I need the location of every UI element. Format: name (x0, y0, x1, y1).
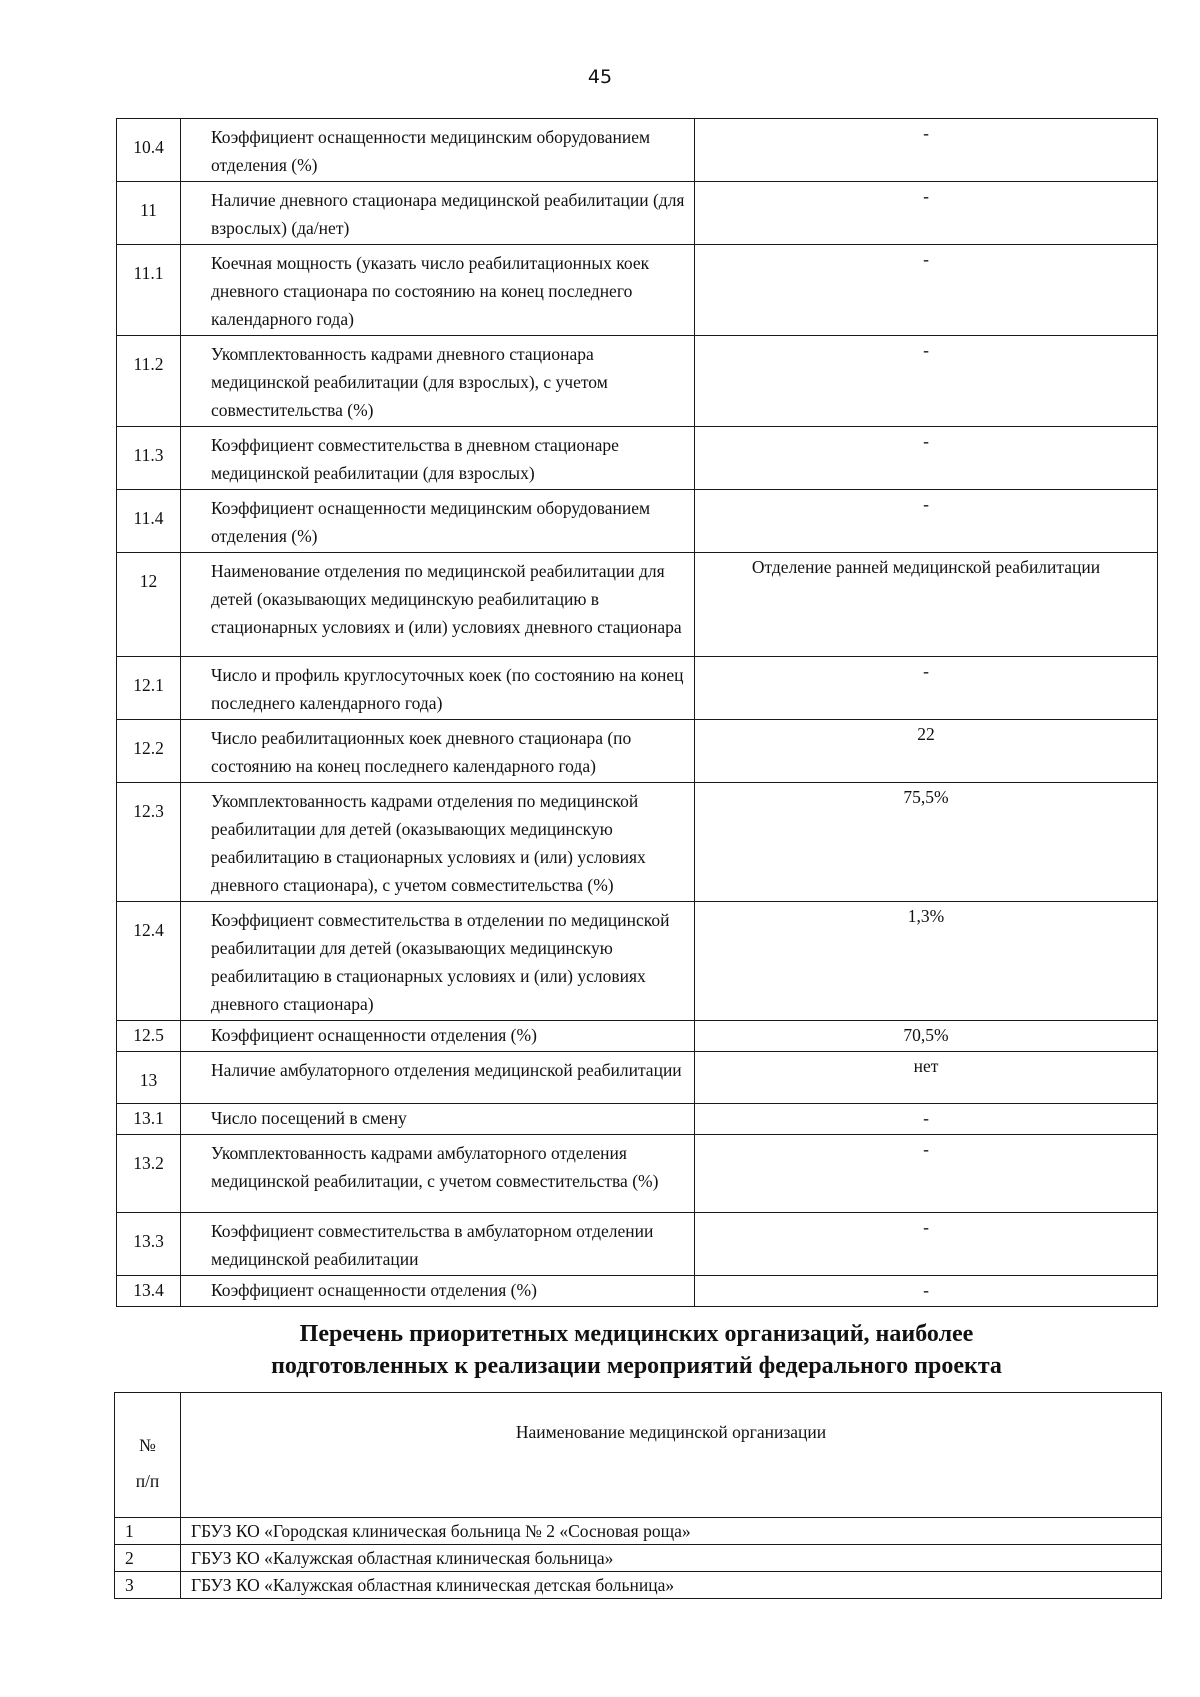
table-row (117, 902, 1158, 1021)
row-value: - (695, 1213, 1158, 1276)
org-row (115, 1545, 1162, 1572)
row-description: Коэффициент оснащенности отделения (%) (181, 1021, 695, 1052)
row-number: 12.4 (117, 902, 181, 1021)
org-name: ГБУЗ КО «Городская клиническая больница № 2 «Сосновая роща» (181, 1518, 1162, 1545)
org-row (115, 1572, 1162, 1599)
row-value: 70,5% (695, 1021, 1158, 1052)
table-row (117, 783, 1158, 902)
table-row (117, 1021, 1158, 1052)
row-value: - (695, 427, 1158, 490)
row-value: 75,5% (695, 783, 1158, 902)
section-title (116, 1318, 1157, 1382)
table-row (117, 1135, 1158, 1213)
row-description: Укомплектованность кадрами амбулаторного отделения медицинской реабилитации, с учетом совместительства (%) (181, 1135, 695, 1213)
row-number: 13.3 (117, 1213, 181, 1276)
header-number-abbr: п/п (135, 1471, 160, 1491)
row-description: Коэффициент оснащенности отделения (%) (181, 1276, 695, 1307)
header-number-sign: № (139, 1435, 156, 1455)
row-number: 12.3 (117, 783, 181, 902)
table-row (117, 182, 1158, 245)
org-table-header (115, 1393, 1162, 1518)
row-value: нет (695, 1052, 1158, 1104)
indicators-table (116, 118, 1158, 1307)
row-value: - (695, 490, 1158, 553)
row-description: Коэффициент оснащенности медицинским оборудованием отделения (%) (181, 119, 695, 182)
row-value: - (695, 245, 1158, 336)
row-number: 11 (117, 182, 181, 245)
table-row (117, 245, 1158, 336)
row-value: - (695, 182, 1158, 245)
row-number: 13.1 (117, 1104, 181, 1135)
row-number: 11.1 (117, 245, 181, 336)
row-number: 10.4 (117, 119, 181, 182)
section-title-line-1: Перечень приоритетных медицинских организаций, наиболее (299, 1321, 974, 1347)
table-row (117, 553, 1158, 657)
org-name: ГБУЗ КО «Калужская областная клиническая детская больница» (181, 1572, 1162, 1599)
row-description: Наличие дневного стационара медицинской реабилитации (для взрослых) (да/нет) (181, 182, 695, 245)
row-number: 13.2 (117, 1135, 181, 1213)
row-number: 12.5 (117, 1021, 181, 1052)
row-description: Число и профиль круглосуточных коек (по состоянию на конец последнего календарного года) (181, 657, 695, 720)
table-row (117, 336, 1158, 427)
section-title-line-2: подготовленных к реализации мероприятий федерального проекта (271, 1353, 1002, 1379)
organizations-table (114, 1392, 1162, 1599)
row-value: - (695, 657, 1158, 720)
table-row (117, 119, 1158, 182)
row-value: 1,3% (695, 902, 1158, 1021)
org-number: 3 (115, 1572, 181, 1599)
row-description: Коэффициент совместительства в дневном стационаре медицинской реабилитации (для взрослых) (181, 427, 695, 490)
row-value: - (695, 1135, 1158, 1213)
row-description: Коечная мощность (указать число реабилитационных коек дневного стационара по состоянию на конец последнего календарного года) (181, 245, 695, 336)
header-name-cell: Наименование медицинской организации (181, 1393, 1162, 1518)
row-description: Наличие амбулаторного отделения медицинской реабилитации (181, 1052, 695, 1104)
row-description: Укомплектованность кадрами отделения по медицинской реабилитации для детей (оказывающих медицинскую реабилитацию в стационарных условиях и (или) условиях дневного стационара), с учетом совместительства (%) (181, 783, 695, 902)
table-row (117, 490, 1158, 553)
row-description: Коэффициент оснащенности медицинским оборудованием отделения (%) (181, 490, 695, 553)
row-value: Отделение ранней медицинской реабилитации (695, 553, 1158, 657)
page-number: 45 (587, 66, 613, 88)
table-row (117, 1213, 1158, 1276)
row-description: Наименование отделения по медицинской реабилитации для детей (оказывающих медицинскую реабилитацию в стационарных условиях и (или) условиях дневного стационара (181, 553, 695, 657)
table-row (117, 720, 1158, 783)
table-row (117, 1052, 1158, 1104)
row-number: 13 (117, 1052, 181, 1104)
row-number: 11.2 (117, 336, 181, 427)
row-value: - (695, 119, 1158, 182)
org-number: 1 (115, 1518, 181, 1545)
row-value: - (695, 336, 1158, 427)
row-description: Укомплектованность кадрами дневного стационара медицинской реабилитации (для взрослых), с учетом совместительства (%) (181, 336, 695, 427)
row-number: 13.4 (117, 1276, 181, 1307)
row-description: Коэффициент совместительства в отделении по медицинской реабилитации для детей (оказывающих медицинскую реабилитацию в стационарных условиях и (или) условиях дневного стационара) (181, 902, 695, 1021)
row-number: 12.2 (117, 720, 181, 783)
row-description: Коэффициент совместительства в амбулаторном отделении медицинской реабилитации (181, 1213, 695, 1276)
table-row (117, 657, 1158, 720)
row-value: 22 (695, 720, 1158, 783)
org-row (115, 1518, 1162, 1545)
row-number: 11.4 (117, 490, 181, 553)
header-number-cell (115, 1393, 181, 1518)
row-number: 11.3 (117, 427, 181, 490)
row-number: 12.1 (117, 657, 181, 720)
row-description: Число реабилитационных коек дневного стационара (по состоянию на конец последнего календарного года) (181, 720, 695, 783)
table-row (117, 1276, 1158, 1307)
table-row (117, 427, 1158, 490)
org-number: 2 (115, 1545, 181, 1572)
table-row (117, 1104, 1158, 1135)
row-number: 12 (117, 553, 181, 657)
row-description: Число посещений в смену (181, 1104, 695, 1135)
org-name: ГБУЗ КО «Калужская областная клиническая больница» (181, 1545, 1162, 1572)
row-value: - (695, 1104, 1158, 1135)
row-value: - (695, 1276, 1158, 1307)
